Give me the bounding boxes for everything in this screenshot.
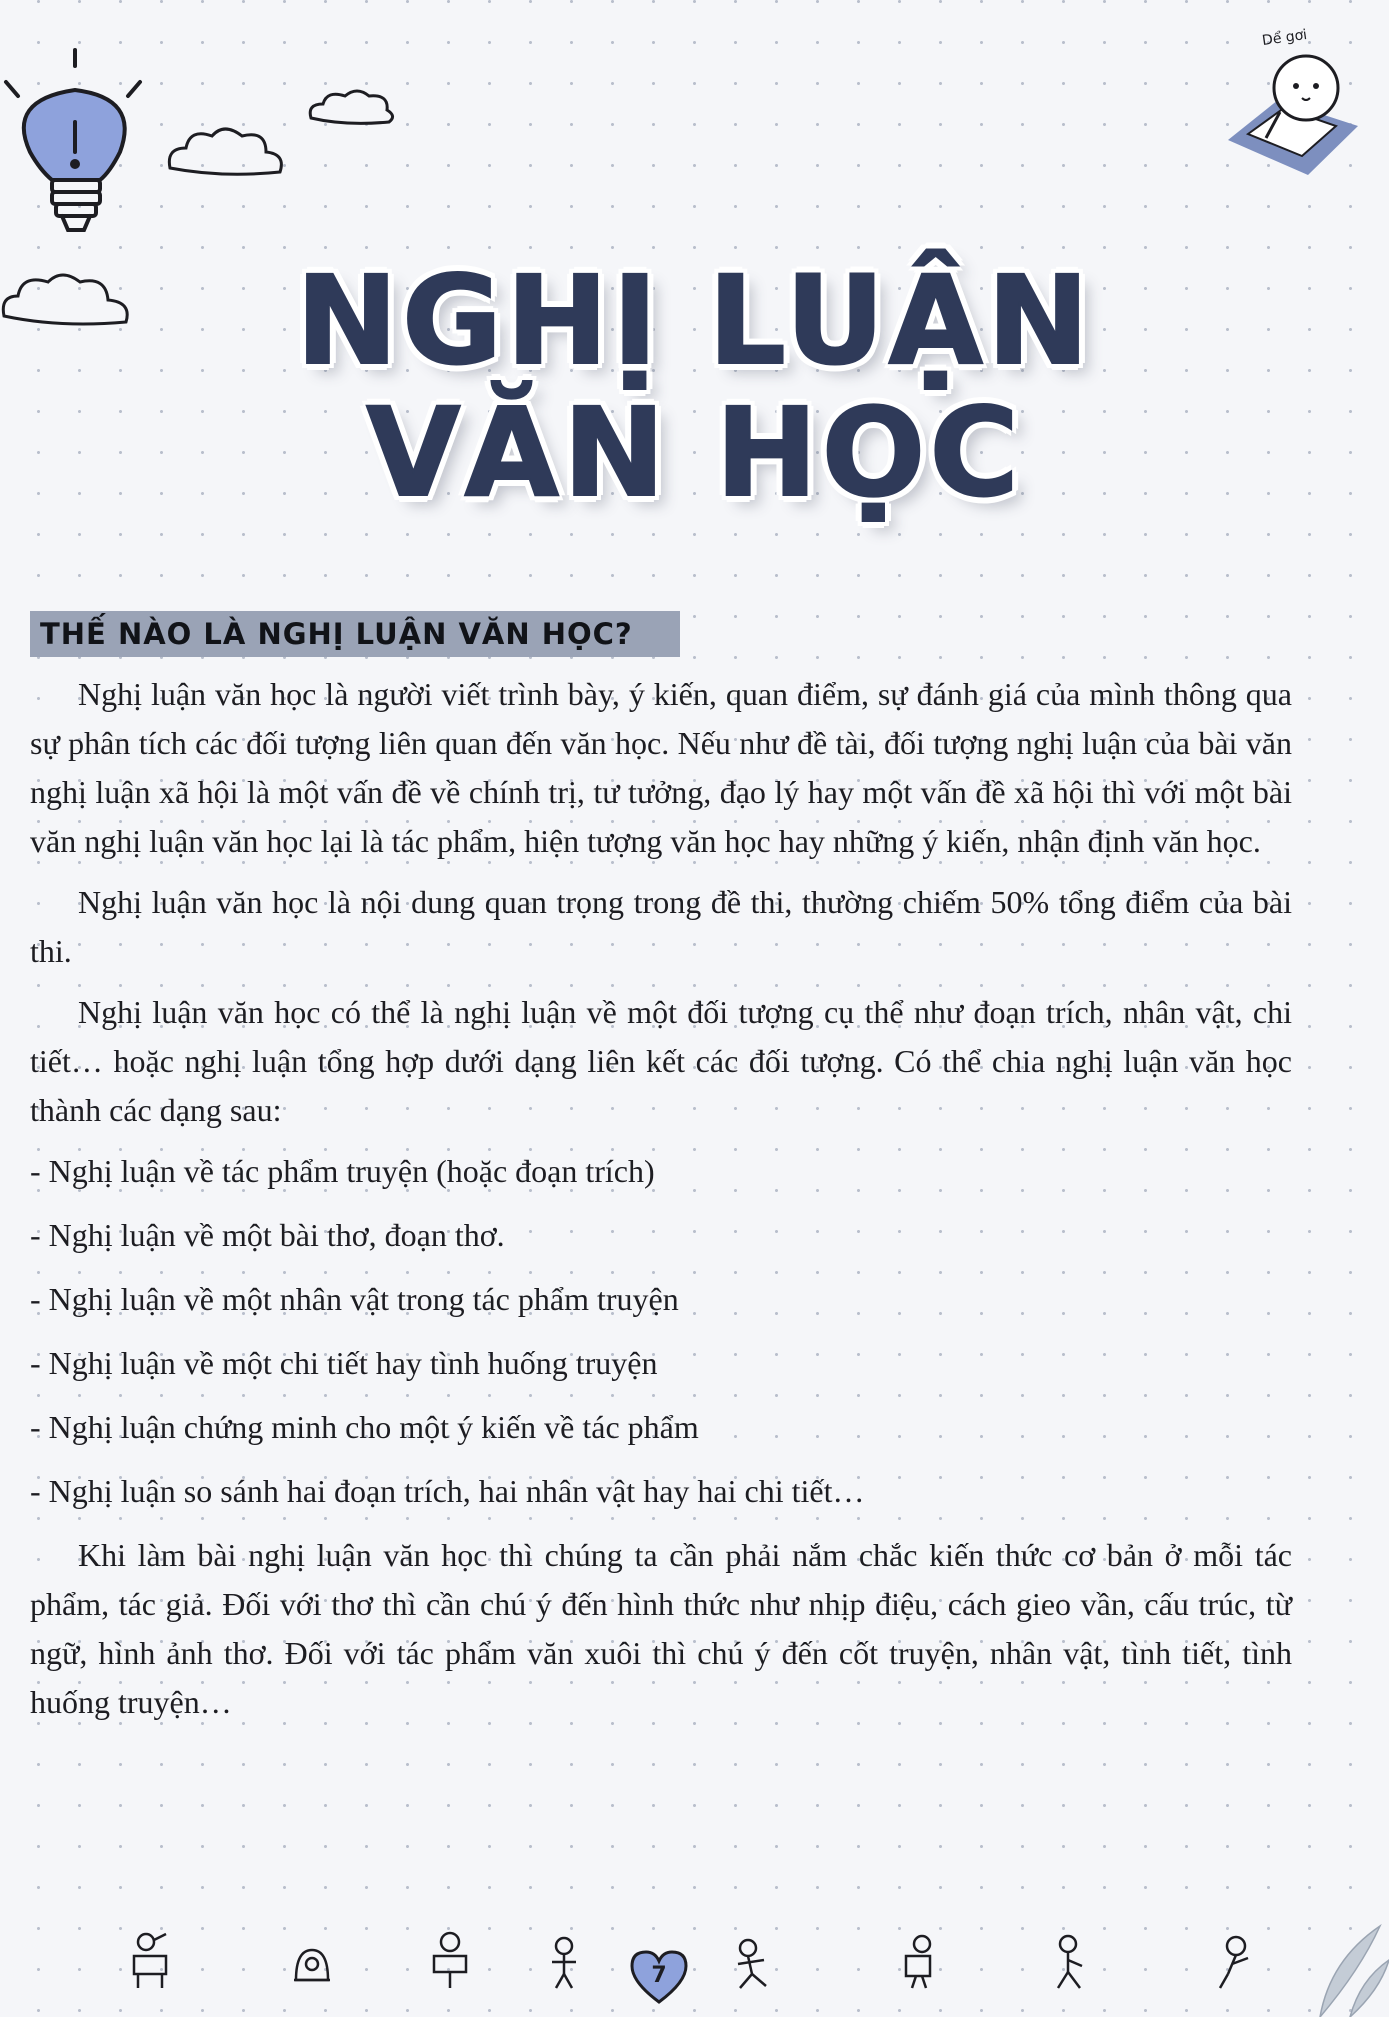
leaf-decoration-icon — [1300, 1920, 1389, 2017]
small-cloud-doodle-icon — [305, 84, 401, 128]
figure-with-sign-icon — [428, 1930, 472, 1990]
page-title-line-1: NGHỊ LUẬN — [295, 250, 1094, 392]
list-item: - Nghị luận chứng minh cho một ý kiến về tác phẩm — [30, 1409, 699, 1445]
footer — [0, 1920, 1389, 2017]
studying-character-sticker-icon — [1218, 30, 1368, 180]
paragraph-types-intro: Nghị luận văn học có thể là nghị luận về một đối tượng cụ thể như đoạn trích, nhân vật, chi tiết… hoặc nghị luận tổng hợp dưới dạng liên kết các đối tượng. Có thể chia nghị luận văn học thành các dạng sau: — [30, 994, 1292, 1128]
figure-reading-icon — [292, 1940, 332, 1990]
paragraph-definition: Nghị luận văn học là người viết trình bày, ý kiến, quan điểm, sự đánh giá của mình thông qua sự phân tích các đối tượng liên quan đến văn học. Nếu như đề tài, đối tượng nghị luận của bài văn nghị luận xã hội là một vấn đề về chính trị, tư tưởng, đạo lý hay một vấn đề xã hội thì với một bài văn nghị luận văn học lại là tác phẩm, hiện tượng văn học hay những ý kiến, nhận định văn học. — [30, 676, 1292, 859]
page-number: 7 — [651, 1963, 667, 1988]
figure-walking-icon — [1050, 1934, 1090, 1990]
figure-waving-icon — [1214, 1934, 1254, 1990]
paragraph-closing: Khi làm bài nghị luận văn học thì chúng ta cần phải nắm chắc kiến thức cơ bản ở mỗi tác phẩm, tác giả. Đối với thơ thì cần chú ý đến hình thức như nhịp điệu, cách gieo vần, cấu trúc, từ ngữ, hình ảnh thơ. Đối với tác phẩm văn xuôi thì chú ý đến cốt truyện, nhân vật, tình tiết, tình huống truyện… — [30, 1537, 1292, 1720]
list-item: - Nghị luận về một bài thơ, đoạn thơ. — [30, 1217, 505, 1253]
figure-standing-icon — [546, 1934, 582, 1990]
cloud-doodle-icon — [162, 118, 292, 188]
figure-running-icon — [730, 1936, 774, 1992]
list-item: - Nghị luận về một nhân vật trong tác phẩm truyện — [30, 1281, 679, 1317]
paragraph-importance: Nghị luận văn học là nội dung quan trọng trong đề thi, thường chiếm 50% tổng điểm của bài thi. — [30, 884, 1292, 969]
list-item: - Nghị luận so sánh hai đoạn trích, hai nhân vật hay hai chi tiết… — [30, 1473, 865, 1509]
body-text — [30, 670, 1292, 1739]
list-item: - Nghị luận về một chi tiết hay tình huống truyện — [30, 1345, 658, 1381]
list-item: - Nghị luận về tác phẩm truyện (hoặc đoạn trích) — [30, 1153, 655, 1189]
figure-with-book-icon — [900, 1934, 940, 1990]
section-heading: THẾ NÀO LÀ NGHỊ LUẬN VĂN HỌC? — [30, 611, 680, 657]
light-bulb-icon — [0, 40, 150, 260]
figure-at-desk-icon — [128, 1930, 176, 1990]
sticker-scribble: Dể gơi — [1261, 26, 1309, 50]
page-title-line-2: VĂN HỌC — [366, 382, 1023, 524]
